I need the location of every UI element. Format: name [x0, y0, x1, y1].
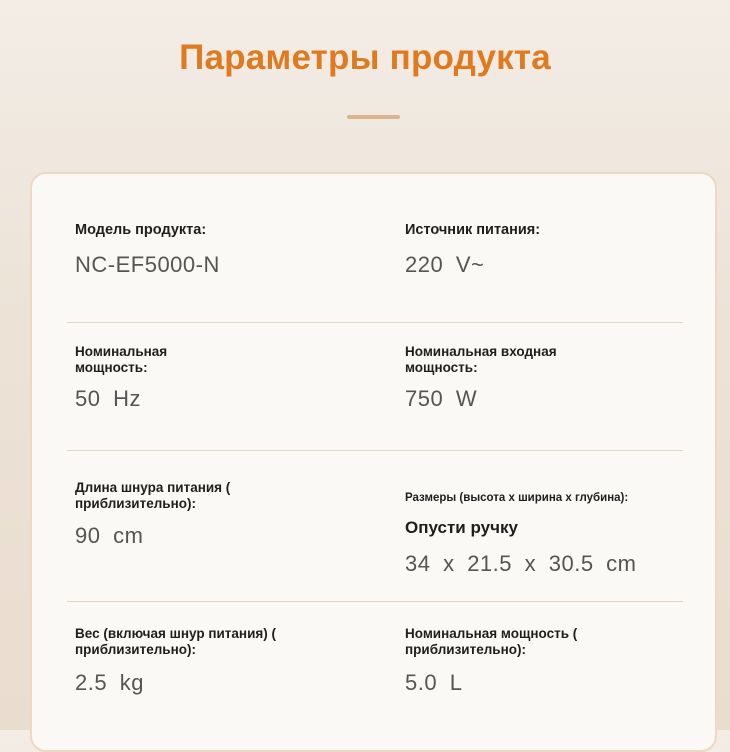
- spec-cord-length-label-line1: Длина шнура питания (: [75, 480, 231, 495]
- spec-cord-length: [75, 480, 365, 549]
- spec-frequency-label-line2: мощность:: [75, 360, 148, 375]
- spec-capacity: [405, 626, 695, 696]
- title-underline: [347, 115, 400, 119]
- spec-model: [75, 222, 365, 278]
- spec-weight-label-line1: Вес (включая шнур питания) (: [75, 626, 276, 641]
- spec-power-source-label: Источник питания:: [405, 222, 541, 238]
- divider-3: [67, 601, 683, 602]
- page-title: Параметры продукта: [179, 38, 551, 77]
- spec-capacity-label-line1: Номинальная мощность (: [405, 626, 578, 641]
- divider-2: [67, 450, 683, 451]
- spec-weight: [75, 626, 365, 696]
- divider-1: [67, 322, 683, 323]
- spec-capacity-value: 5.0 L: [405, 670, 463, 695]
- spec-input-power-label-line1: Номинальная входная: [405, 344, 557, 359]
- spec-input-power-label-line2: мощность:: [405, 360, 478, 375]
- spec-model-value: NC-EF5000-N: [75, 252, 220, 277]
- spec-frequency-label-line1: Номинальная: [75, 344, 168, 359]
- spec-power-source: [405, 222, 695, 278]
- spec-capacity-label-line2: приблизительно):: [405, 642, 526, 657]
- spec-weight-label-line2: приблизительно):: [75, 642, 196, 657]
- spec-cord-length-label-line2: приблизительно):: [75, 496, 196, 511]
- spec-frequency: [75, 344, 365, 412]
- spec-dimensions-sublabel: Опусти ручку: [405, 518, 518, 537]
- spec-frequency-value: 50 Hz: [75, 386, 141, 411]
- spec-weight-value: 2.5 kg: [75, 670, 144, 695]
- spec-dimensions-value: 34 x 21.5 x 30.5 cm: [405, 551, 637, 576]
- spec-dimensions-label: Размеры (высота x ширина x глубина):: [405, 492, 629, 504]
- spec-card: [30, 172, 717, 752]
- spec-dimensions: [405, 490, 695, 577]
- spec-cord-length-value: 90 cm: [75, 523, 144, 548]
- spec-input-power: [405, 344, 695, 412]
- spec-input-power-value: 750 W: [405, 386, 478, 411]
- spec-power-source-value: 220 V~: [405, 252, 485, 277]
- spec-model-label: Модель продукта:: [75, 222, 207, 238]
